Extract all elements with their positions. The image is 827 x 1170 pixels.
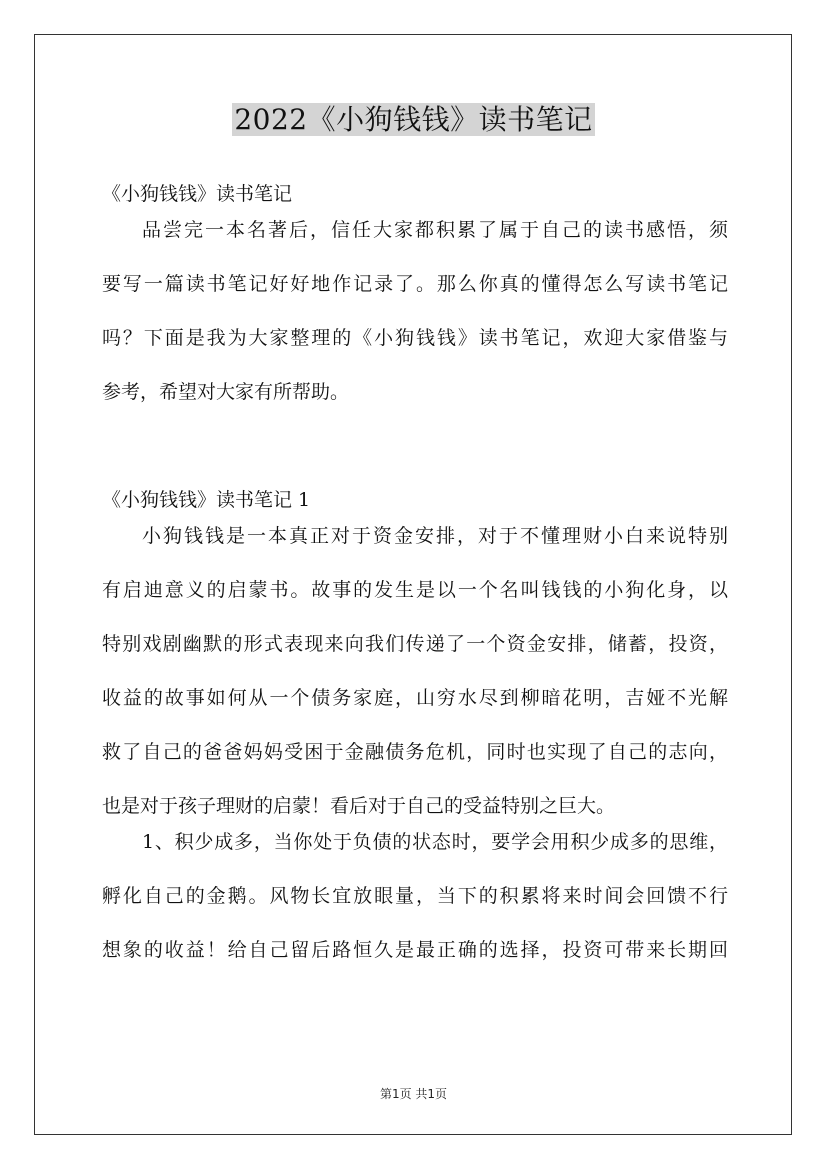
document-body (102, 176, 728, 968)
section1-paragraph-1 (102, 518, 728, 824)
s1p1-line-6: 也是对于孩子理财的启蒙！看后对于自己的受益特别之巨大。 (102, 795, 616, 817)
s1p2-line-1: 1、积少成多，当你处于负债的状态时，要学会用积少成多的思维， (142, 831, 728, 853)
s1p1-line-4: 收益的故事如何从一个债务家庭，山穷水尽到柳暗花明，吉娅不光解 (102, 687, 728, 709)
intro-line-4: 参考，希望对大家有所帮助。 (102, 381, 350, 403)
intro-paragraph (102, 212, 728, 410)
s1p1-line-3: 特别戏剧幽默的形式表现来向我们传递了一个资金安排，储蓄，投资， (102, 633, 728, 655)
document-title (0, 100, 827, 140)
section-heading-1: 《小狗钱钱》读书笔记 1 (102, 489, 311, 511)
document-subtitle: 《小狗钱钱》读书笔记 (102, 183, 293, 205)
page-number: 第1页 共1页 (379, 1087, 448, 1101)
section1-paragraph-2 (102, 824, 728, 968)
s1p1-line-2: 有启迪意义的启蒙书。故事的发生是以一个名叫钱钱的小狗化身，以 (102, 579, 728, 601)
s1p2-line-3: 想象的收益！给自己留后路恒久是最正确的选择，投资可带来长期回 (102, 939, 728, 961)
intro-line-3: 吗？下面是我为大家整理的《小狗钱钱》读书笔记，欢迎大家借鉴与 (102, 327, 728, 349)
s1p1-line-5: 救了自己的爸爸妈妈受困于金融债务危机，同时也实现了自己的志向， (102, 741, 728, 763)
s1p1-line-1: 小狗钱钱是一本真正对于资金安排，对于不懂理财小白来说特别 (142, 525, 728, 547)
s1p2-line-2: 孵化自己的金鹅。风物长宜放眼量，当下的积累将来时间会回馈不行 (102, 885, 728, 907)
intro-line-2: 要写一篇读书笔记好好地作记录了。那么你真的懂得怎么写读书笔记 (102, 273, 728, 295)
intro-line-1: 品尝完一本名著后，信任大家都积累了属于自己的读书感悟，须 (142, 219, 728, 241)
page-footer (0, 1085, 827, 1102)
document-title-text: 2022《小狗钱钱》读书笔记 (234, 103, 593, 136)
